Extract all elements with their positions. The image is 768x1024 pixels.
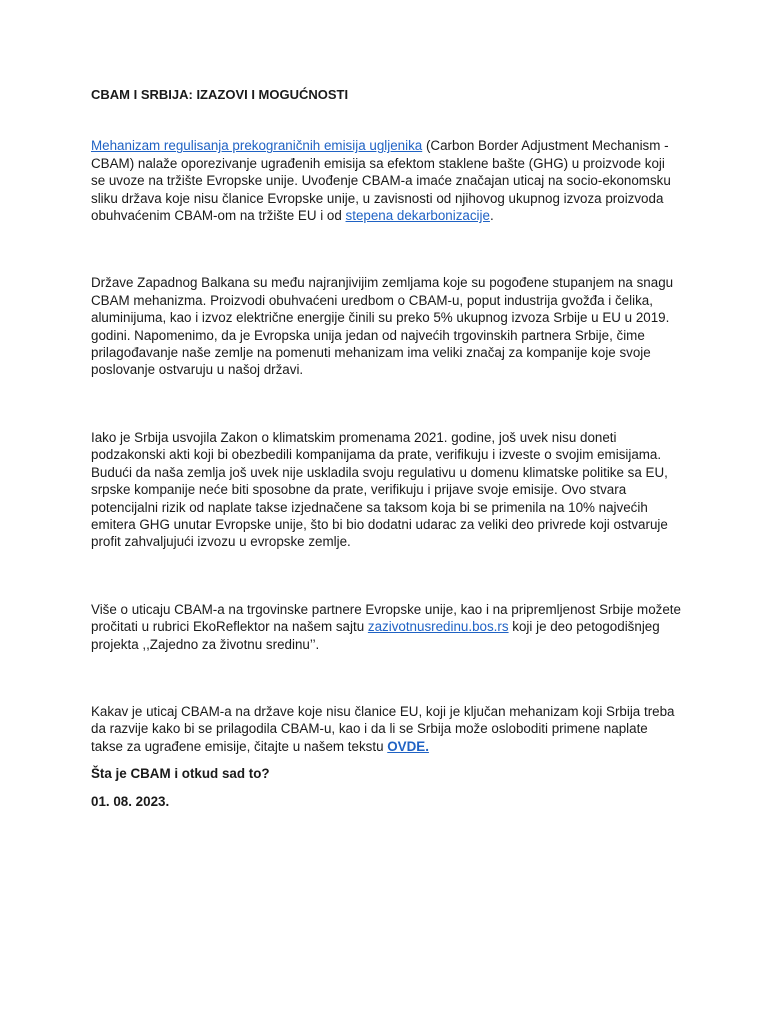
website-link[interactable]: zazivotnusredinu.bos.rs	[367, 619, 509, 635]
paragraph-cbam-intro	[91, 137, 681, 224]
ovde-link[interactable]: OVDE.	[387, 738, 429, 754]
paragraph-climate-law: Iako je Srbija usvojila Zakon o klimatskim promenama 2021. godine, još uvek nisu doneti podzakonski akti koji bi obezbedili kompanijama da prate, verifikuju i izveste o svojim emisijama. Budući da naša zemlja još uvek nije uskladila svoju regulativu u domenu klimatske politike sa EU, srpske kompanije neće biti sposobne da prate, verifikuju i prijave svoje emisije. Ovo stvara potencijalni rizik od naplate takse izjednačene sa taksom koja bi se primenila na 10% najvećih emitera GHG unutar Evropske unije, što bi bio dodatni udarac za veliki deo privrede koji ostvaruje profit zahvaljujući izvozu u evropske zemlje.	[91, 429, 668, 550]
document-date: 01. 08. 2023.	[91, 793, 170, 809]
paragraph-text-end: .	[489, 208, 494, 224]
decarbonization-link[interactable]: stepena dekarbonizacije	[345, 208, 490, 224]
subheading: Šta je CBAM i otkud sad to?	[91, 766, 270, 782]
document-body	[91, 86, 681, 810]
document-title: CBAM I SRBIJA: IZAZOVI I MOGUĆNOSTI	[91, 87, 349, 102]
paragraph-text: Kakav je uticaj CBAM-a na države koje nisu članice EU, koji je ključan mehanizam koji Srbija treba da razvije kako bi se prilagodila CBAM-u, kao i da li se Srbija može osloboditi primene naplate takse za ugrađene emisije, čitajte u našem tekstu	[91, 703, 675, 754]
cbam-mechanism-link[interactable]: Mehanizam regulisanja prekograničnih emisija ugljenika	[91, 138, 423, 154]
paragraph-text-end: koji je deo petogodišnjeg projekta ,,Zajedno za životnu sredinu’’.	[91, 619, 660, 652]
paragraph-text: Više o uticaju CBAM-a na trgovinske partnere Evropske unije, kao i na pripremljenost Srbije možete pročitati u rubrici EkoReflektor na našem sajtu	[91, 601, 681, 635]
paragraph-text: (Carbon Border Adjustment Mechanism - CBAM) nalaže oporezivanje ugrađenih emisija sa efektom staklene bašte (GHG) u proizvode koji se uvoze na tržište Evropske unije. Uvođenje CBAM-a imaće značajan uticaj na socio-ekonomsku sliku država koje nisu članice Evropske unije, u zavisnosti od njihovog ukupnog izvoza proizvoda obuhvaćenim CBAM-om na tržište EU i od	[91, 138, 671, 224]
paragraph-impact	[91, 703, 681, 755]
paragraph-western-balkans: Države Zapadnog Balkana su među najranjivijim zemljama koje su pogođene stupanjem na snagu CBAM mehanizma. Proizvodi obuhvaćeni uredbom o CBAM-u, poput industrija gvožđa i čelika, aluminijuma, kao i izvoz električne energije činili su preko 5% ukupnog izvoza Srbije u EU u 2019. godini. Napomenimo, da je Evropska unija jedan od najvećih trgovinskih partnera Srbije, čime prilagođavanje naše zemlje na pomenuti mehanizam ima veliki značaj za kompanije koje svoje poslovanje ostvaruju u našoj državi.	[91, 275, 674, 378]
paragraph-more-info	[91, 601, 681, 653]
